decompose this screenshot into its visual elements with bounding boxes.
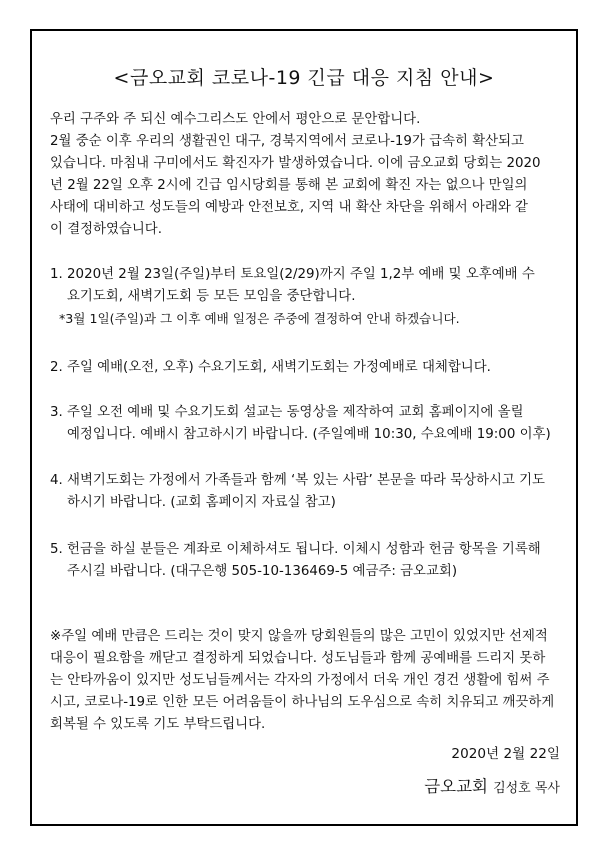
item-line: 3. 주일 오전 예배 및 수요기도회 설교는 동영상을 제작하여 교회 홈페이지에 올릴 [50, 405, 524, 420]
closing-line: 회복될 수 있도록 기도 부탁드립니다. [50, 717, 266, 732]
guideline-item-3 [50, 402, 556, 446]
item-line: 1. 2020년 2월 23일(주일)부터 토요일(2/29)까지 주일 1,2부 예배 및 오후예배 수 [50, 267, 535, 282]
closing-line: 대응이 필요함을 깨닫고 결정하게 되었습니다. 성도님들과 함께 공예배를 드리지 못하 [50, 651, 546, 666]
intro-paragraph [50, 109, 558, 241]
closing-line: 는 안타까움이 있지만 성도님들께서는 각자의 가정에서 더욱 개인 경건 생활에 힘써 주 [50, 673, 550, 688]
guideline-item-5 [50, 539, 556, 583]
church-name: 금오교회 [424, 777, 488, 796]
notice-frame [30, 29, 578, 826]
item-line: 주시길 바랍니다. (대구은행 505-10-136469-5 예금주: 금오교회) [67, 564, 458, 579]
item-note: *3월 1일(주일)과 그 이후 예배 일정은 주중에 결정하여 안내 하겠습니다. [59, 311, 460, 326]
guideline-item-1 [50, 264, 556, 330]
item-line: 요기도회, 새벽기도회 등 모든 모임을 중단합니다. [67, 289, 356, 304]
item-line: 하시기 바랍니다. (교회 홈페이지 자료실 참고) [67, 495, 336, 510]
notice-title: <금오교회 코로나-19 긴급 대응 지침 안내> [113, 67, 495, 89]
item-line: 2. 주일 예배(오전, 오후) 수요기도회, 새벽기도회는 가정예배로 대체합니다. [50, 360, 491, 375]
closing-line: 시고, 코로나-19로 인한 모든 어려움들이 하나님의 도우심으로 속히 치유되고 깨끗하게 [50, 695, 555, 710]
signature [424, 773, 560, 797]
intro-line: 2월 중순 이후 우리의 생활권인 대구, 경북지역에서 코로나-19가 급속히 확산되고 [50, 134, 524, 149]
intro-line: 사태에 대비하고 성도들의 예방과 안전보호, 지역 내 확산 차단을 위해서 아래와 같 [50, 200, 528, 215]
intro-line: 이 결정하였습니다. [50, 222, 162, 237]
item-line: 4. 새벽기도회는 가정에서 가족들과 함께 ‘복 있는 사람’ 본문을 따라 묵상하시고 기도 [50, 473, 545, 488]
intro-line: 있습니다. 마침내 구미에서도 확진자가 발생하였습니다. 이에 금오교회 당회는 2020 [50, 156, 541, 171]
pastor-name: 김성호 목사 [493, 781, 560, 796]
closing-line: ※주일 예배 만큼은 드리는 것이 맞지 않을까 당회원들의 많은 고민이 있었지만 선제적 [50, 629, 548, 644]
intro-line: 년 2월 22일 오후 2시에 긴급 임시당회를 통해 본 교회에 확진 자는 없으나 만일의 [50, 178, 528, 193]
closing-paragraph [50, 626, 558, 736]
item-line: 5. 헌금을 하실 분들은 계좌로 이체하셔도 됩니다. 이체시 성함과 헌금 항목을 기록해 [50, 542, 541, 557]
item-line: 예정입니다. 예배시 참고하시기 바랍니다. (주일예배 10:30, 수요예배 19:00 이후) [67, 427, 551, 442]
intro-line: 우리 구주와 주 되신 예수그리스도 안에서 평안으로 문안합니다. [50, 112, 421, 127]
notice-date: 2020년 2월 22일 [451, 746, 560, 762]
guideline-item-2 [50, 357, 556, 379]
guideline-item-4 [50, 470, 556, 514]
